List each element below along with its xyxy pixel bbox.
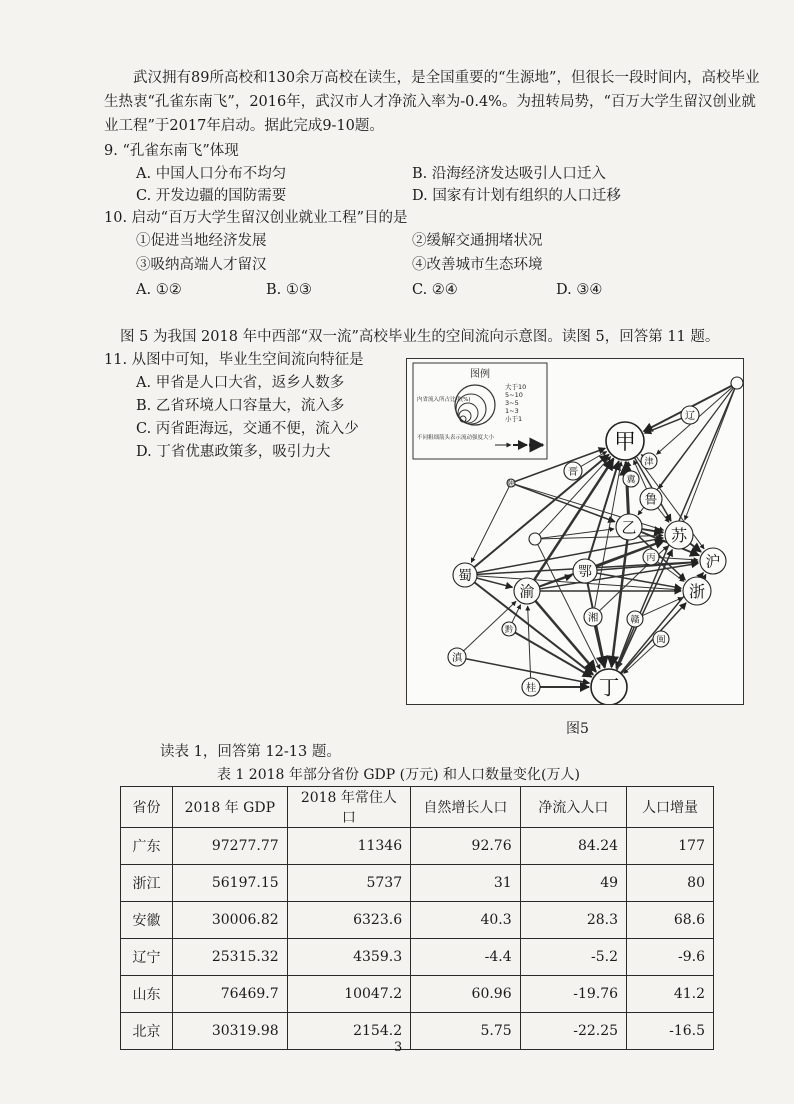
flow-arrow-min-to-ding: [624, 644, 655, 673]
table-cell: 10047.2: [287, 976, 410, 1013]
table-row: [121, 865, 714, 902]
flow-arrow-e-to-zhe: [597, 573, 681, 588]
table-cell: -19.76: [520, 976, 626, 1013]
table-cell: 5737: [287, 865, 410, 902]
table-cell: 25315.32: [173, 939, 288, 976]
table-header-row: [121, 787, 714, 828]
q10-option-c: C. ②④: [412, 282, 458, 298]
table-cell: 92.76: [411, 828, 521, 865]
table-row: [121, 902, 714, 939]
figure5-intro: 图 5 为我国 2018 年中西部“双一流”高校毕业生的空间流向示意图。读图 5，回答第 11 题。: [120, 329, 720, 345]
node-gear: [731, 377, 743, 389]
node-label-xiang: 湘: [587, 611, 599, 624]
node-label-shu: 蜀: [458, 568, 472, 585]
node-label-jing: 津: [644, 456, 654, 468]
table-cell: 11346: [287, 828, 410, 865]
table-row: [121, 939, 714, 976]
table-cell: 山东: [121, 976, 173, 1013]
table-cell: 2154.2: [287, 1013, 410, 1050]
flow-map-svg: [407, 359, 743, 704]
flow-arrow-yu-to-hu: [540, 563, 698, 589]
table-cell: 北京: [121, 1013, 173, 1050]
node-label-dian: 滇: [451, 651, 463, 664]
table-cell: 76469.7: [173, 976, 288, 1013]
table-cell: 30319.98: [173, 1013, 288, 1050]
node-label-liao: 辽: [684, 409, 696, 422]
node-label-ding: 丁: [598, 675, 620, 700]
legend-size-3: 3~5: [505, 399, 519, 407]
table-cell: -9.6: [627, 939, 714, 976]
q9-option-c: C. 开发边疆的国防需要: [136, 188, 287, 204]
legend-size-5: 小于1: [505, 415, 523, 423]
node-label-ji: 冀: [626, 474, 636, 486]
table-cell: 56197.15: [173, 865, 288, 902]
legend-size-1: 大于10: [505, 383, 527, 391]
figure5-caption: 图5: [566, 721, 589, 737]
table-row: [121, 976, 714, 1013]
header-net-inflow: 净流入人口: [520, 787, 626, 828]
legend-size-2: 5~10: [505, 391, 523, 399]
table-cell: 60.96: [411, 976, 521, 1013]
node-label-gui: 桂: [525, 681, 537, 694]
node-label-min: 闽: [656, 634, 666, 646]
q10-item-4: ④改善城市生态环境: [412, 257, 543, 273]
flow-arrow-gear-to-lu: [659, 388, 734, 489]
node-label-shaan: 陕: [507, 479, 515, 489]
intro-paragraph: 武汉拥有89所高校和130余万高校在读生，是全国重要的“生源地”，但很长一段时间内，高校毕业生热衷“孔雀东南飞”，2016年，武汉市人才净流入率为-0.4%。为扭转局势，“百万大学生留汉创业就业工程”于2017年启动。据此完成9-10题。: [104, 70, 760, 134]
q11-option-b: B. 乙省环境人口容量大，流入多: [136, 398, 345, 414]
q10-option-b: B. ①③: [266, 282, 312, 298]
table-cell: 28.3: [520, 902, 626, 939]
table-cell: 41.2: [627, 976, 714, 1013]
node-label-qian: 黔: [504, 625, 514, 635]
header-pop-increase: 人口增量: [627, 787, 714, 828]
q9-option-d: D. 国家有计划有组织的人口迁移: [412, 188, 621, 204]
flow-arrow-shaan-to-yi: [515, 484, 615, 521]
table-cell: -4.4: [411, 939, 521, 976]
table-cell: 84.24: [520, 828, 626, 865]
q10-option-d: D. ③④: [556, 282, 603, 298]
table-cell: -22.25: [520, 1013, 626, 1050]
table-cell: 68.6: [627, 902, 714, 939]
gdp-population-table: [120, 786, 714, 1050]
q11-stem: 11. 从图中可知，毕业生空间流向特征是: [104, 352, 364, 368]
q10-option-a: A. ①②: [136, 282, 182, 298]
table-cell: 97277.77: [173, 828, 288, 865]
flow-arrow-ji-to-jia: [628, 462, 629, 471]
table-cell: 辽宁: [121, 939, 173, 976]
q10-stem: 10. 启动“百万大学生留汉创业就业工程”目的是: [104, 210, 408, 226]
q10-item-2: ②缓解交通拥堵状况: [412, 233, 543, 249]
table-cell: 安徽: [121, 902, 173, 939]
node-label-lu: 鲁: [644, 491, 658, 507]
table-cell: 31: [411, 865, 521, 902]
q11-option-d: D. 丁省优惠政策多，吸引力大: [136, 444, 331, 460]
page-number: 3: [394, 1040, 403, 1055]
table-cell: 177: [627, 828, 714, 865]
node-label-zhe: 浙: [688, 581, 706, 601]
table-cell: 5.75: [411, 1013, 521, 1050]
q10-item-3: ③吸纳高端人才留汉: [136, 257, 267, 273]
table-cell: 30006.82: [173, 902, 288, 939]
node-label-yi: 乙: [621, 518, 637, 537]
header-gdp: 2018 年 GDP: [173, 787, 288, 828]
legend-title: 图例: [470, 369, 490, 380]
table-cell: 6323.6: [287, 902, 410, 939]
legend-label: 内省流入所占比重(%): [417, 397, 471, 403]
table-cell: 40.3: [411, 902, 521, 939]
node-label-gan: 赣: [630, 614, 640, 626]
flow-arrow-yi-to-jia: [626, 462, 628, 514]
legend-note: 不同粗细箭头表示流动强度大小: [417, 435, 495, 441]
table-cell: 广东: [121, 828, 173, 865]
table-row: [121, 1013, 714, 1050]
table-cell: -5.2: [520, 939, 626, 976]
node-label-hu: 沪: [705, 552, 721, 571]
table-row: [121, 828, 714, 865]
node-tai: [529, 533, 541, 545]
table-cell: 4359.3: [287, 939, 410, 976]
header-natural-growth: 自然增长人口: [411, 787, 521, 828]
q11-option-a: A. 甲省是人口大省，返乡人数多: [136, 375, 345, 391]
flow-arrow-shaan-to-shu: [471, 487, 509, 563]
table-cell: -16.5: [627, 1013, 714, 1050]
table-cell: 浙江: [121, 865, 173, 902]
node-label-su: 苏: [670, 525, 688, 545]
node-label-bing: 丙: [646, 552, 656, 564]
map-legend: [413, 363, 547, 459]
table-cell: 49: [520, 865, 626, 902]
node-label-yu: 渝: [519, 582, 535, 601]
legend-size-4: 1~3: [505, 407, 519, 415]
flow-arrow-zhe-to-hu: [704, 574, 706, 578]
q9-option-a: A. 中国人口分布不均匀: [136, 166, 287, 182]
header-resident-pop: 2018 年常住人口: [287, 787, 410, 828]
node-label-jin: 晋: [567, 465, 579, 478]
flow-arrow-shu-to-yu: [477, 578, 513, 587]
table-cell: 80: [627, 865, 714, 902]
figure5-flow-map: [406, 358, 744, 705]
flow-arrow-bing-to-hu: [659, 558, 698, 561]
table-title: 表 1 2018 年部分省份 GDP (万元) 和人口数量变化(万人): [217, 767, 580, 783]
table-intro: 读表 1，回答第 12-13 题。: [160, 744, 341, 760]
node-label-e: 鄂: [578, 564, 592, 581]
header-province: 省份: [121, 787, 173, 828]
flow-arrow-su-to-hu: [690, 544, 701, 552]
q9-stem: 9. “孔雀东南飞”体现: [104, 143, 239, 159]
node-label-jia: 甲: [614, 429, 636, 455]
q10-item-1: ①促进当地经济发展: [136, 233, 267, 249]
q11-option-c: C. 丙省距海远，交通不便，流入少: [136, 421, 359, 437]
q9-option-b: B. 沿海经济发达吸引人口迁入: [412, 166, 606, 182]
